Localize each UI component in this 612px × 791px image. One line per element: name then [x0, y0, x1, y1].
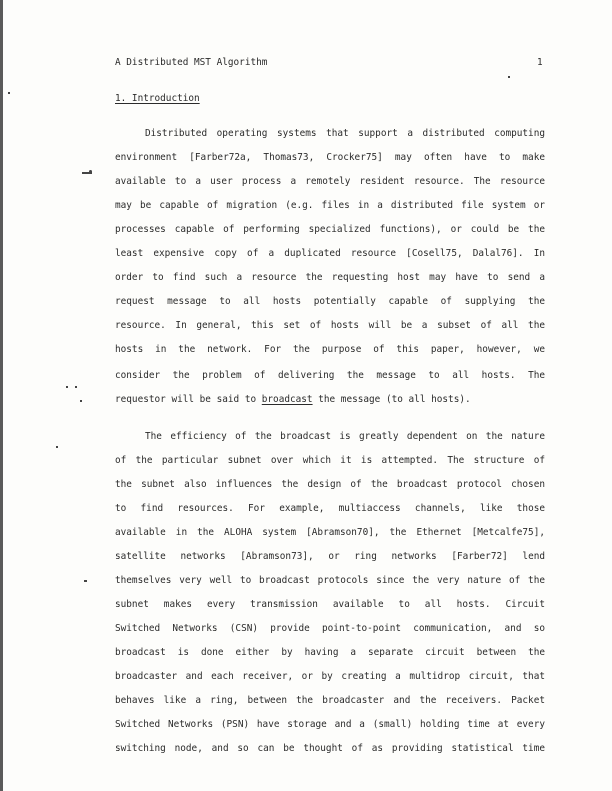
text-line: subnet makes every transmission available to all hosts. Circuit — [115, 599, 545, 610]
text-line: order to find such a resource the requesting host may have to send a — [115, 272, 545, 283]
text-line: of the particular subnet over which it is attempted. The structure of — [115, 455, 545, 466]
section-heading: 1. Introduction — [115, 93, 200, 104]
text-line: available to a user process a remotely resident resource. The resource — [115, 176, 545, 187]
text-line: hosts in the network. For the purpose of this paper, however, we — [115, 344, 545, 355]
scan-mark — [89, 170, 92, 173]
scan-mark — [75, 386, 77, 388]
text-line: satellite networks [Abramson73], or ring networks [Farber72] lend — [115, 551, 545, 562]
scan-mark — [84, 580, 87, 582]
emphasized-term: broadcast — [261, 394, 313, 405]
scan-mark — [66, 386, 68, 388]
text-line: Distributed operating systems that support a distributed computing — [145, 128, 545, 139]
page-number: 1 — [537, 57, 543, 68]
text-line: behaves like a ring, between the broadcaster and the receivers. Packet — [115, 695, 545, 706]
scan-mark — [8, 92, 10, 94]
text-line: themselves very well to broadcast protocols since the very nature of the — [115, 575, 545, 586]
text-line: broadcast is done either by having a separate circuit between the — [115, 647, 545, 658]
text-line: resource. In general, this set of hosts will be a subset of all the — [115, 320, 545, 331]
text-line: environment [Farber72a, Thomas73, Crocker75] may often have to make — [115, 152, 545, 163]
text-line: Switched Networks (PSN) have storage and a (small) holding time at every — [115, 719, 545, 730]
text-line: Switched Networks (CSN) provide point-to-point communication, and so — [115, 623, 545, 634]
text-line: broadcaster and each receiver, or by creating a multidrop circuit, that — [115, 671, 545, 682]
text-line: to find resources. For example, multiaccess channels, like those — [115, 503, 545, 514]
scan-mark — [56, 446, 58, 448]
text-line: consider the problem of delivering the message to all hosts. The — [115, 370, 545, 381]
text-fragment: the message (to all hosts). — [318, 394, 471, 405]
text-line: least expensive copy of a duplicated resource [Cosell75, Dalal76]. In — [115, 248, 545, 259]
text-fragment: requestor will be said to — [115, 394, 257, 405]
scan-edge — [0, 0, 3, 791]
scan-mark — [80, 400, 82, 402]
text-line: may be capable of migration (e.g. files in a distributed file system or — [115, 200, 545, 211]
text-line: processes capable of performing specialized functions), or could be the — [115, 224, 545, 235]
text-line: request message to all hosts potentially capable of supplying the — [115, 296, 545, 307]
running-title: A Distributed MST Algorithm — [115, 57, 268, 68]
text-line-last — [115, 393, 545, 407]
text-line: The efficiency of the broadcast is greatly dependent on the nature — [145, 431, 545, 442]
text-line: available in the ALOHA system [Abramson70], the Ethernet [Metcalfe75], — [115, 527, 545, 538]
text-line: the subnet also influences the design of the broadcast protocol chosen — [115, 479, 545, 490]
text-line: switching node, and so can be thought of as providing statistical time — [115, 743, 545, 754]
scan-mark — [508, 76, 510, 78]
